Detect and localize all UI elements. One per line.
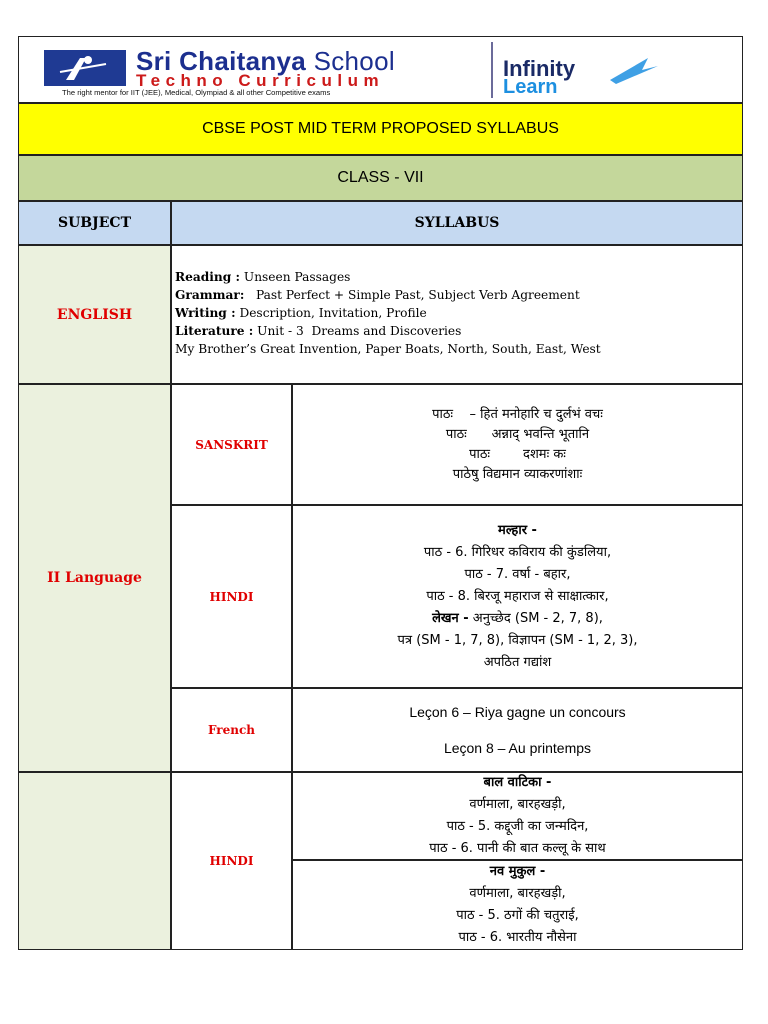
document-title-text: CBSE POST MID TERM PROPOSED SYLLABUS bbox=[202, 120, 559, 137]
bal-vatika-syllabus bbox=[292, 772, 743, 860]
bal-vatika-line: पाठ - 6. पानी की बात कल्लू के साथ bbox=[429, 841, 606, 856]
sanskrit-line: पाठः दशमः कः bbox=[469, 446, 566, 462]
sanskrit-line: पाठः अन्नाद् भवन्ति भूतानि bbox=[445, 426, 590, 442]
school-name-main: Sri Chaitanya bbox=[136, 46, 307, 76]
english-writing: Writing : Description, Invitation, Profile bbox=[175, 306, 427, 320]
hindi-heading: मल्हार - bbox=[498, 522, 537, 538]
french-label: French bbox=[171, 688, 292, 772]
school-logo-icon bbox=[44, 50, 126, 86]
sanskrit-line: पाठः – हितं मनोहारि च दुर्लभं वचः bbox=[432, 406, 603, 422]
subject-column-header: SUBJECT bbox=[18, 201, 171, 245]
english-syllabus bbox=[171, 245, 743, 384]
class-label: CLASS - VII bbox=[337, 169, 424, 186]
sanskrit-line: पाठेषु विद्यमान व्याकरणांशाः bbox=[452, 466, 583, 482]
nav-mukul-syllabus bbox=[292, 860, 743, 950]
curriculum-label: Techno Curriculum bbox=[136, 71, 385, 90]
english-literature: Literature : Unit - 3 Dreams and Discoveries bbox=[175, 324, 462, 338]
hindi-line: पाठ - 8. बिरजू महाराज से साक्षात्कार, bbox=[426, 588, 609, 604]
school-name-word: School bbox=[313, 46, 395, 76]
sanskrit-label: SANSKRIT bbox=[171, 384, 292, 505]
hindi-lekhan: लेखन - अनुच्छेद (SM - 2, 7, 8), bbox=[432, 610, 603, 626]
english-literature-chapters: My Brother’s Great Invention, Paper Boats, North, South, East, West bbox=[175, 342, 601, 356]
bal-vatika-line: पाठ - 5. कद्दूजी का जन्मदिन, bbox=[446, 819, 589, 834]
hindi-syllabus bbox=[292, 505, 743, 688]
hindi-line: पाठ - 6. गिरिधर कविराय की कुंडलिया, bbox=[423, 544, 612, 560]
english-grammar: Grammar: Past Perfect + Simple Past, Subject Verb Agreement bbox=[175, 288, 580, 302]
hindi-line: पाठ - 7. वर्षा - बहार, bbox=[464, 566, 571, 582]
hindi-patra: पत्र (SM - 1, 7, 8), विज्ञापन (SM - 1, 2, 3), bbox=[397, 632, 638, 648]
infinity-arrow-icon bbox=[608, 52, 660, 86]
french-syllabus bbox=[292, 688, 743, 772]
document-title bbox=[18, 103, 743, 155]
nav-mukul-line: पाठ - 5. ठगों की चतुराई, bbox=[456, 908, 579, 923]
syllabus-column-header: SYLLABUS bbox=[171, 201, 743, 245]
nav-mukul-line: वर्णमाला, बारहखड़ी, bbox=[469, 886, 566, 901]
french-line: Leçon 8 – Au printemps bbox=[443, 740, 592, 756]
french-line: Leçon 6 – Riya gagne un concours bbox=[409, 704, 626, 720]
school-tagline: The right mentor for IIT (JEE), Medical, Olympiad & all other Competitive exams bbox=[62, 88, 331, 97]
subject-english: ENGLISH bbox=[18, 245, 171, 384]
nav-mukul-line: पाठ - 6. भारतीय नौसेना bbox=[458, 930, 577, 945]
nav-mukul-heading: नव मुकुल - bbox=[489, 864, 546, 879]
hindi-apathit: अपठित गद्यांश bbox=[483, 654, 552, 670]
bal-vatika-heading: बाल वाटिका - bbox=[483, 775, 552, 790]
english-reading: Reading : Unseen Passages bbox=[175, 270, 351, 284]
bal-vatika-line: वर्णमाला, बारहखड़ी, bbox=[469, 797, 566, 812]
hindi-label: HINDI bbox=[171, 505, 292, 688]
class-row bbox=[18, 155, 743, 201]
subject-third-language bbox=[18, 772, 171, 950]
hindi-third-label: HINDI bbox=[171, 772, 292, 950]
partner-logo-line1: Infinity bbox=[503, 56, 576, 81]
partner-logo-line2: Learn bbox=[503, 76, 558, 98]
sanskrit-syllabus bbox=[292, 384, 743, 505]
subject-second-language: II Language bbox=[18, 384, 171, 772]
logo-divider bbox=[491, 42, 493, 98]
